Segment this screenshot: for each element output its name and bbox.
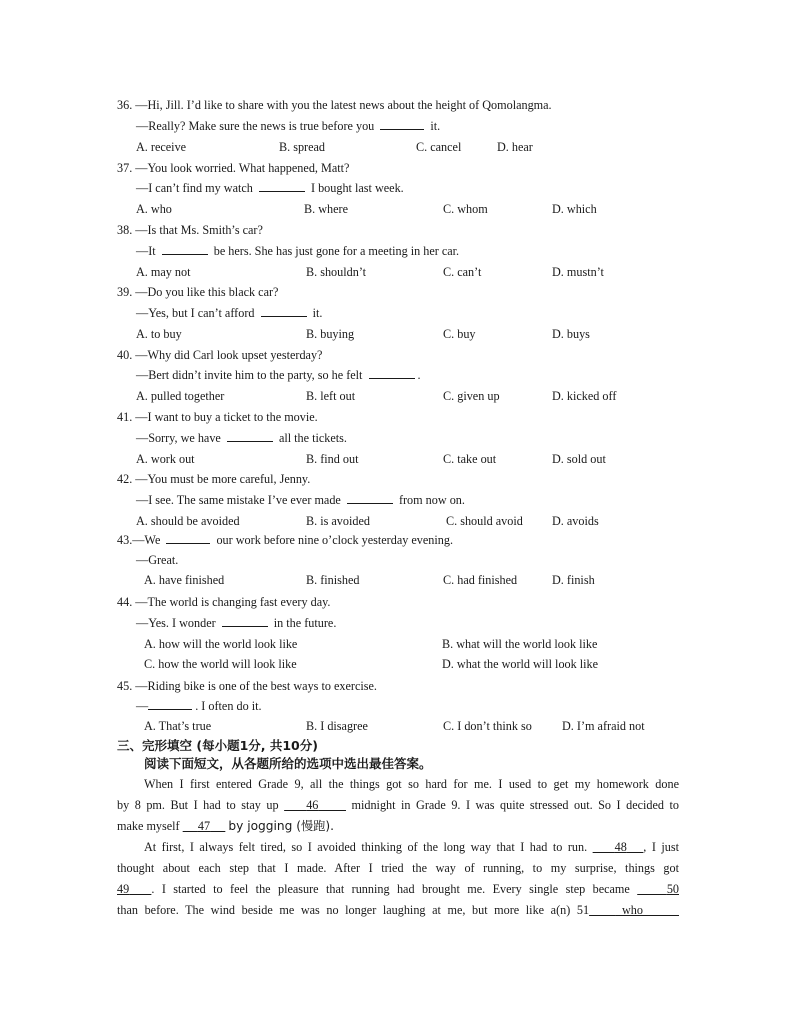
question-37-reply: —I can’t find my watch I bought last week. <box>136 181 404 195</box>
option-c: C. cancel <box>416 140 462 154</box>
answer-blank <box>369 367 415 379</box>
option-a: A. work out <box>136 452 195 466</box>
question-39-reply: —Yes, but I can’t afford it. <box>136 306 323 320</box>
answer-blank <box>261 305 307 317</box>
question-40-options <box>0 388 794 404</box>
question-39-options <box>0 326 794 342</box>
option-a: A. have finished <box>144 573 225 587</box>
option-c: C. take out <box>443 452 497 466</box>
passage-line: thought about each step that I made. After I tried the way of running, to my surprise, things got <box>117 861 679 875</box>
blank-47: 47 <box>197 819 211 833</box>
question-40-reply: —Bert didn’t invite him to the party, so he felt . <box>136 368 421 382</box>
question-42-reply: —I see. The same mistake I’ve ever made from now on. <box>136 493 465 507</box>
option-a: A. That’s true <box>144 719 212 733</box>
answer-blank <box>380 118 424 130</box>
question-43-stem: 43.—We our work before nine o’clock yesterday evening. <box>117 533 454 547</box>
question-45-stem: 45. —Riding bike is one of the best ways to exercise. <box>117 679 377 693</box>
option-b: B. find out <box>306 452 359 466</box>
option-c: C. how the world will look like <box>144 657 297 671</box>
question-37-stem: 37. —You look worried. What happened, Matt? <box>117 161 350 175</box>
question-36-reply: —Really? Make sure the news is true before you it. <box>136 119 441 133</box>
option-b: B. what will the world look like <box>442 637 598 651</box>
blank-49: 49 <box>117 882 130 896</box>
option-d: D. finish <box>552 573 595 587</box>
question-43-options <box>0 572 794 588</box>
question-41-reply: —Sorry, we have all the tickets. <box>136 431 347 445</box>
option-b: B. spread <box>279 140 326 154</box>
option-a: A. receive <box>136 140 187 154</box>
option-d: D. kicked off <box>552 389 617 403</box>
question-44-options-row2 <box>0 656 794 672</box>
question-44-stem: 44. —The world is changing fast every day. <box>117 595 331 609</box>
section-instruction: 阅读下面短文，从各题所给的选项中选出最佳答案。 <box>144 756 432 771</box>
option-d: D. what the world will look like <box>442 657 599 671</box>
question-38-options <box>0 264 794 280</box>
option-c: C. given up <box>443 389 500 403</box>
answer-blank <box>227 430 273 442</box>
answer-blank <box>259 180 305 192</box>
question-44-reply: —Yes. I wonder in the future. <box>136 616 337 630</box>
option-b: B. shouldn’t <box>306 265 367 279</box>
question-38-stem: 38. —Is that Ms. Smith’s car? <box>117 223 263 237</box>
option-c: C. should avoid <box>446 514 523 528</box>
passage-line: At first, I always felt tired, so I avoided thinking of the long way that I had to run. 48 , I just <box>144 840 680 854</box>
option-c: C. whom <box>443 202 488 216</box>
option-c: C. I don’t think so <box>443 719 532 733</box>
option-a: A. pulled together <box>136 389 225 403</box>
option-d: D. sold out <box>552 452 606 466</box>
option-d: D. mustn’t <box>552 265 604 279</box>
question-36-stem: 36. —Hi, Jill. I’d like to share with you the latest news about the height of Qomolangma. <box>117 98 552 112</box>
question-36-options <box>0 139 794 155</box>
option-a: A. how will the world look like <box>144 637 298 651</box>
option-d: D. I’m afraid not <box>562 719 645 733</box>
option-d: D. which <box>552 202 597 216</box>
question-43-reply: —Great. <box>136 553 179 567</box>
passage-line: make myself 47 by jogging (慢跑). <box>117 819 334 833</box>
option-d: D. hear <box>497 140 533 154</box>
option-c: C. can’t <box>443 265 482 279</box>
question-39-stem: 39. —Do you like this black car? <box>117 285 279 299</box>
answer-blank <box>222 615 268 627</box>
blank-48: 48 <box>614 840 627 854</box>
option-a: A. should be avoided <box>136 514 240 528</box>
passage-line: than before. The wind beside me was no longer laughing at me, but more like a(n) 51 who <box>117 902 679 918</box>
option-a: A. who <box>136 202 172 216</box>
option-d: D. buys <box>552 327 590 341</box>
option-d: D. avoids <box>552 514 599 528</box>
option-b: B. buying <box>306 327 355 341</box>
option-b: B. left out <box>306 389 356 403</box>
option-b: B. I disagree <box>306 719 368 733</box>
answer-blank <box>148 698 192 710</box>
option-c: C. had finished <box>443 573 518 587</box>
option-a: A. may not <box>136 265 191 279</box>
question-41-stem: 41. —I want to buy a ticket to the movie. <box>117 410 318 424</box>
option-c: C. buy <box>443 327 476 341</box>
question-42-options <box>0 513 794 529</box>
question-37-options <box>0 201 794 217</box>
question-45-options <box>0 718 794 734</box>
blank-46: 46 <box>306 798 319 812</box>
passage-line: When I first entered Grade 9, all the things got so hard for me. I used to get my homework done <box>144 777 679 791</box>
passage-line: 49 . I started to feel the pleasure that running had brought me. Every single step became 50 <box>117 882 679 896</box>
question-38-reply: —It be hers. She has just gone for a meeting in her car. <box>136 244 460 258</box>
option-b: B. where <box>304 202 348 216</box>
question-40-stem: 40. —Why did Carl look upset yesterday? <box>117 348 323 362</box>
question-42-stem: 42. —You must be more careful, Jenny. <box>117 472 311 486</box>
answer-blank <box>347 492 393 504</box>
blank-50: 50 <box>666 882 679 896</box>
answer-blank <box>166 532 210 544</box>
question-44-options-row1 <box>0 636 794 652</box>
section-title: 三、完形填空 (每小题1分, 共10分) <box>117 738 318 753</box>
passage-line: by 8 pm. But I had to stay up 46 midnight in Grade 9. I was quite stressed out. So I decided to <box>117 798 680 812</box>
question-45-reply: — . I often do it. <box>136 699 262 713</box>
option-b: B. is avoided <box>306 514 370 528</box>
option-b: B. finished <box>306 573 360 587</box>
blank-51: who <box>615 903 643 917</box>
answer-blank <box>162 243 208 255</box>
question-41-options <box>0 451 794 467</box>
option-a: A. to buy <box>136 327 182 341</box>
